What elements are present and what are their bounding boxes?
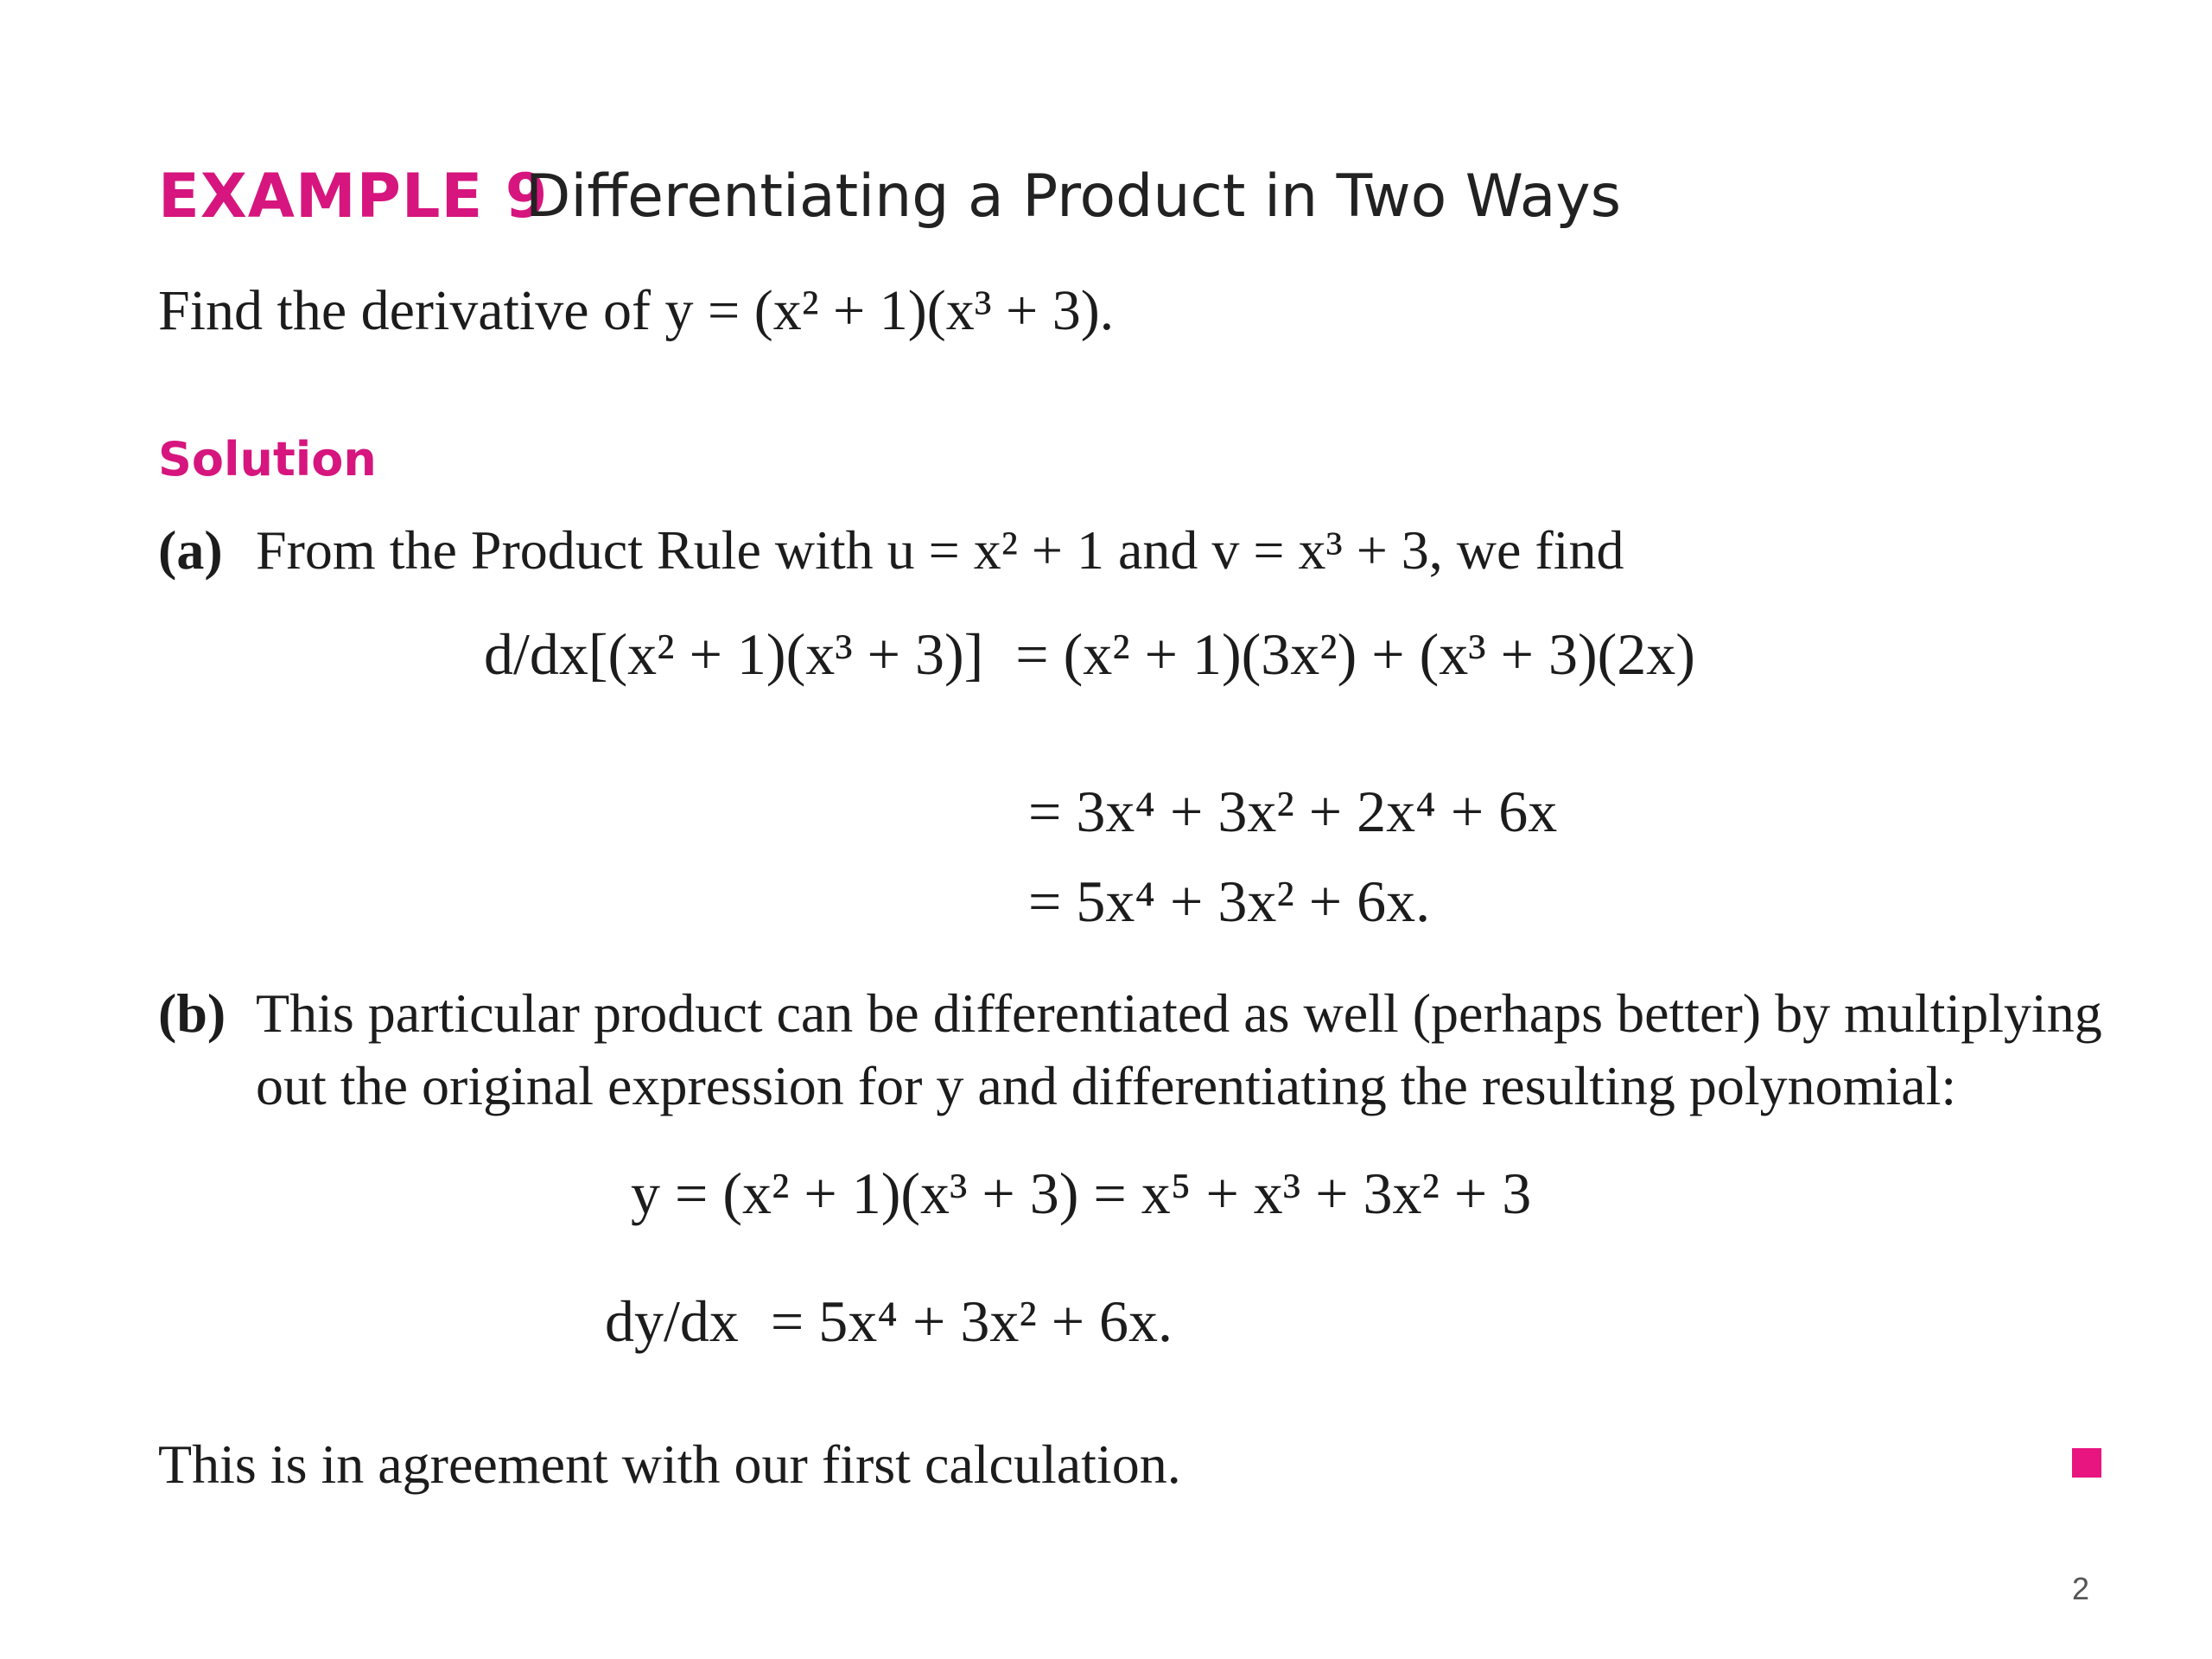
part-b-tag: (b) — [158, 982, 226, 1044]
example-label: EXAMPLE 9 — [158, 161, 549, 232]
page-number: 2 — [2072, 1571, 2090, 1606]
part-a-equation-1 — [484, 620, 1695, 689]
problem-lead: Find the derivative of — [158, 279, 665, 342]
conclusion-text: This is in agreement with our first calculation. — [158, 1433, 1181, 1495]
problem-statement — [158, 278, 1114, 344]
part-a-text: From the Product Rule with u = x² + 1 and v = x³ + 3, we find — [256, 519, 1624, 581]
part-a-tag: (a) — [158, 519, 223, 581]
end-of-example-square-icon — [2072, 1448, 2101, 1478]
part-b-eq2-lhs: dy/dx — [605, 1288, 739, 1354]
part-a-equation-2: = 3x⁴ + 3x² + 2x⁴ + 6x — [1028, 779, 1558, 844]
part-a-equation-3: = 5x⁴ + 3x² + 6x. — [1028, 868, 1431, 934]
part-b-eq2-rhs: = 5x⁴ + 3x² + 6x. — [770, 1288, 1173, 1354]
example-title: Differentiating a Product in Two Ways — [525, 162, 1622, 231]
part-b-equation-1: y = (x² + 1)(x³ + 3) = x⁵ + x³ + 3x² + 3 — [631, 1160, 1532, 1226]
part-a-eq1-lhs: d/dx[(x² + 1)(x³ + 3)] — [484, 621, 984, 687]
part-b-equation-2 — [605, 1287, 1173, 1356]
problem-expression: y = (x² + 1)(x³ + 3). — [664, 279, 1115, 342]
part-b-line-2: out the original expression for y and differentiating the resulting polynomial: — [256, 1055, 1957, 1116]
solution-heading: Solution — [158, 432, 377, 486]
part-b-line-1: This particular product can be differentiated as well (perhaps better) by multiplying — [256, 982, 2102, 1044]
part-a-eq1-rhs: = (x² + 1)(3x²) + (x³ + 3)(2x) — [1015, 621, 1695, 687]
